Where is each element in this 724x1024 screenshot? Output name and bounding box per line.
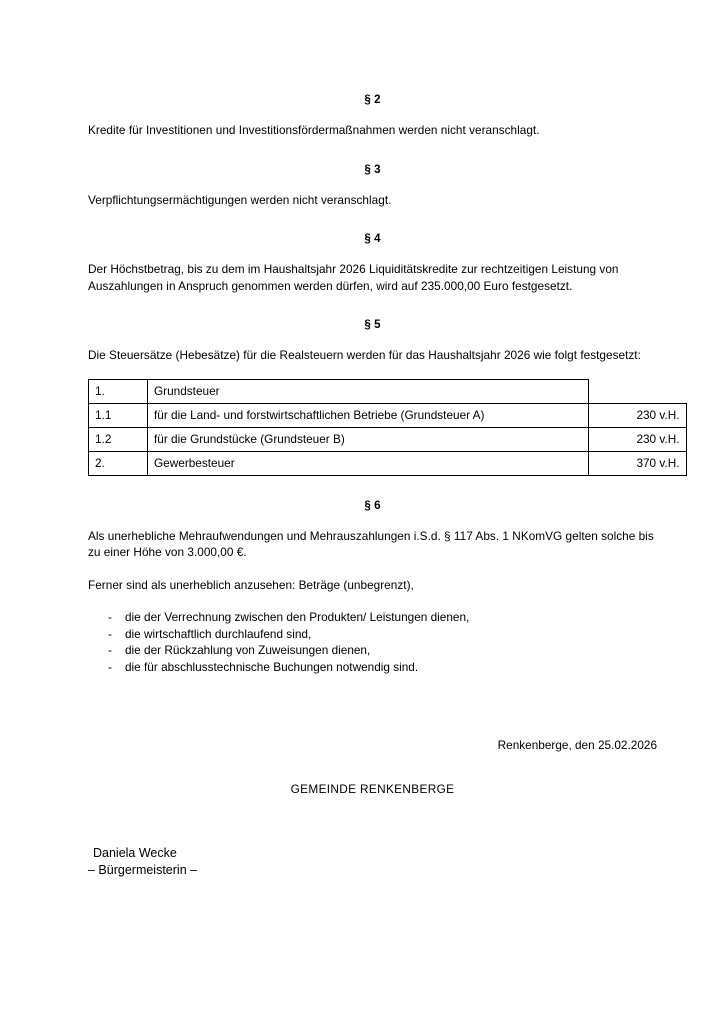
section-heading-3: § 3 [364,163,381,176]
table-cell-value: 370 v.H. [589,451,687,475]
section-heading-5: § 5 [364,319,381,331]
table-row [89,427,687,451]
section-paragraph-6-2: Ferner sind als unerheblich anzusehen: Beträge (unbegrenzt), [88,577,414,592]
table-row [89,403,687,427]
signer-name: Daniela Wecke [93,846,177,860]
dash-marker-icon: - [108,626,112,641]
table-cell-number: 1. [89,379,148,403]
section-paragraph-5-1: Die Steuersätze (Hebesätze) für die Realsteuern werden für das Haushaltsjahr 2026 wie folgt festgesetzt: [88,348,641,362]
table-cell-value: 230 v.H. [589,403,687,427]
section-paragraph-4-1: Der Höchstbetrag, bis zu dem im Haushaltsjahr 2026 Liquiditätskredite zur rechtzeitigen Leistung von Auszahlungen in Anspruch genommen werden dürfen, wird auf 235.000,00 Euro festgesetzt. [88,262,619,293]
issuing-authority: GEMEINDE RENKENBERGE [290,781,455,796]
table-cell-description: für die Grundstücke (Grundsteuer B) [148,427,589,451]
table-cell-description: Grundsteuer [148,379,589,403]
table-cell-value: 230 v.H. [589,427,687,451]
list-item-label: die der Rückzahlung von Zuweisungen dienen, [125,643,371,657]
table-cell-value-empty [589,379,687,403]
section-heading-6: § 6 [364,499,381,512]
place-and-date: Renkenberge, den 25.02.2026 [497,738,657,752]
exception-list [88,609,657,675]
section-heading-2: § 2 [364,94,381,106]
tax-rates-table [88,379,687,476]
table-cell-description: Gewerbesteuer [148,451,589,475]
section-paragraph-2-1: Kredite für Investitionen und Investitionsfördermaßnahmen werden nicht veranschlagt. [88,123,540,137]
list-item [88,609,657,626]
document-content [88,0,680,879]
list-item [88,642,657,659]
dash-marker-icon: - [108,610,112,624]
list-item [88,659,657,676]
tax-rates-table-wrapper [88,379,680,476]
table-row [89,451,687,475]
table-cell-number: 1.1 [89,403,148,427]
list-item [88,626,657,643]
section-heading-4: § 4 [364,233,381,245]
list-item-label: die für abschlusstechnische Buchungen notwendig sind. [125,659,419,674]
list-item-label: die der Verrechnung zwischen den Produkten/ Leistungen dienen, [125,610,470,624]
dash-marker-icon: - [108,643,112,657]
list-item-label: die wirtschaftlich durchlaufend sind, [125,626,312,641]
section-paragraph-6-1: Als unerhebliche Mehraufwendungen und Mehrauszahlungen i.S.d. § 117 Abs. 1 NKomVG gelten solche bis zu einer Höhe von 3.000,00 €. [88,528,654,559]
table-row [89,379,687,403]
table-cell-description: für die Land- und forstwirtschaftlichen Betriebe (Grundsteuer A) [148,403,589,427]
dash-marker-icon: - [108,659,112,674]
signer-role: – Bürgermeisterin – [88,863,198,877]
table-cell-number: 2. [89,451,148,475]
table-cell-number: 1.2 [89,427,148,451]
section-paragraph-3-1: Verpflichtungsermächtigungen werden nicht veranschlagt. [88,192,392,207]
